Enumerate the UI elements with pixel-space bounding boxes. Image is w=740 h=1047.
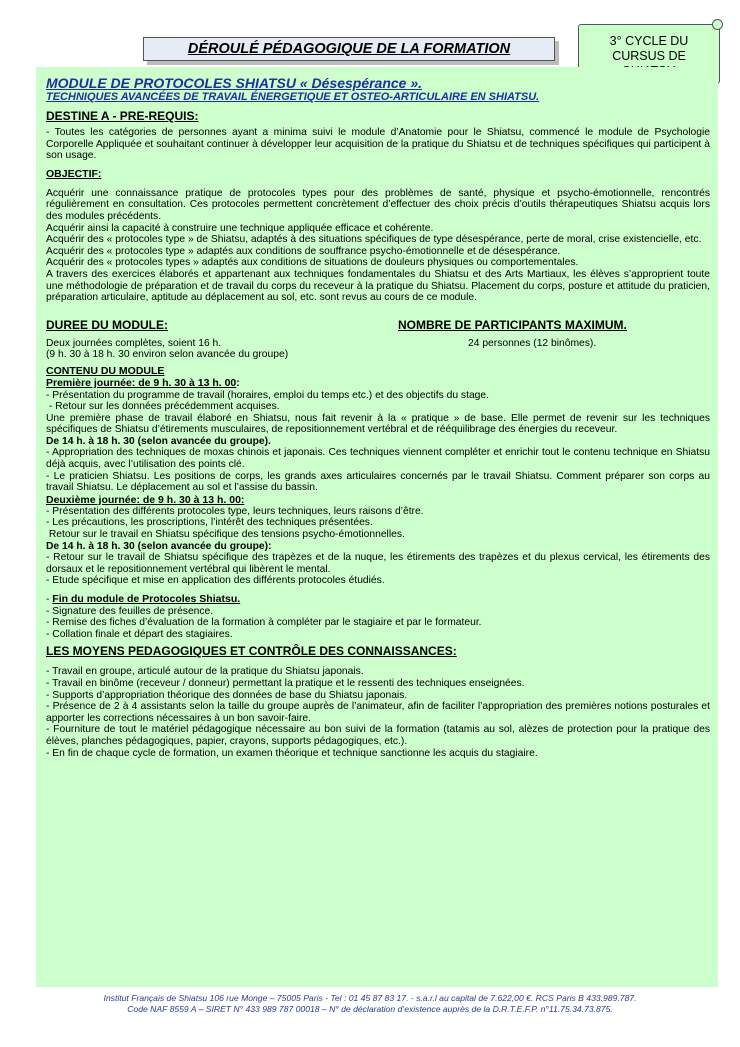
footer-line: Code NAF 8559 A – SIRET N° 433 989 787 00018 – N° de déclaration d’existence auprès de la D.R.T.E.F.P. n°11.75.34.73.875. bbox=[127, 1004, 613, 1014]
participants-value: 24 personnes (12 binômes). bbox=[468, 337, 597, 349]
module-title: MODULE DE PROTOCOLES SHIATSU « Désespérance ». bbox=[46, 75, 423, 91]
day1-afternoon-heading: De 14 h. à 18 h. 30 (selon avancée du groupe). bbox=[46, 435, 271, 447]
day2-morning-heading: Deuxième journée: de 9 h. 30 à 13 h. 00: bbox=[46, 493, 245, 506]
footer-line: Institut Français de Shiatsu 106 rue Monge – 75005 Paris - Tel : 01 45 87 83 17. - s.a.r.l au capital de 7.622,00 €. RCS Paris B 433.989.787. bbox=[103, 993, 637, 1003]
contenu-heading: CONTENU DU MODULE bbox=[46, 364, 165, 377]
duree-line: (9 h. 30 à 18 h. 30 environ selon avancée du groupe) bbox=[46, 349, 289, 361]
objectif-paragraph: Acquérir des « protocoles type » de Shiatsu, adaptés à des situations spécifiques de type désespérance, perte de moral, crise existencielle, etc. bbox=[46, 234, 702, 246]
scroll-curl-decoration bbox=[712, 19, 723, 30]
destine-heading: DESTINE A - PRE-REQUIS: bbox=[46, 109, 199, 123]
moyens-heading: LES MOYENS PEDAGOGIQUES ET CONTRÔLE DES CONNAISSANCES: bbox=[46, 644, 457, 659]
day1-morning-line: - Retour sur les données précédemment acquises. bbox=[46, 401, 280, 413]
fin-line: - Signature des feuilles de présence. bbox=[46, 605, 214, 617]
cycle-line: 3° CYCLE DU bbox=[609, 34, 689, 48]
day1-morning-line: - Présentation du programme de travail (horaires, emploi du temps etc.) et des objectifs du stage. bbox=[46, 389, 489, 401]
objectif-paragraph: Acquérir des « protocoles types » adaptés aux conditions de situations de douleurs physiques ou comportementales. bbox=[46, 257, 579, 269]
objectif-paragraph: Acquérir des « protocoles type » adaptés aux conditions de souffrance psycho-émotionnelle et de désespérance. bbox=[46, 245, 561, 257]
moyens-line: - Supports d’appropriation théorique des données de base du Shiatsu japonais. bbox=[46, 689, 408, 701]
cycle-line: CURSUS DE bbox=[612, 49, 686, 63]
duree-heading: DUREE DU MODULE: bbox=[46, 317, 168, 332]
day2-morning-line: - Présentation des différents protocoles type, leurs techniques, leurs raisons d’être. bbox=[46, 505, 424, 517]
fin-line: - Collation finale et départ des stagiaires. bbox=[46, 628, 233, 640]
moyens-line: - Fourniture de tout le matériel pédagogique nécessaire au bon suivi de la formation (tatamis au sol, alèzes de protection pour la pratique des élèves, planches pédagogiques, papier, crayons, supports pédagogiques, etc.). bbox=[46, 724, 710, 747]
objectif-paragraph: Acquérir une connaissance pratique de protocoles types pour des problèmes de santé, physique et psycho-émotionnelle, rencontrés régulièrement en consultation. Ces protocoles permettent concrètement d’effectuer des choix précis d’outils thérapeutiques Shiatsu acquis lors des modules précédents. bbox=[46, 187, 710, 222]
objectif-paragraph: Acquérir ainsi la capacité à construire une technique appliquée efficace et cohérente. bbox=[46, 222, 434, 234]
module-subtitle: TECHNIQUES AVANCÉES DE TRAVAIL ÉNERGETIQUE ET OSTEO-ARTICULAIRE EN SHIATSU. bbox=[46, 91, 540, 103]
day2-morning-line: - Les précautions, les proscriptions, l’intérêt des techniques présentées. bbox=[46, 517, 373, 529]
day2-afternoon-line: - Etude spécifique et mise en application des différents protocoles étudiés. bbox=[46, 575, 385, 587]
day1-morning-line: Une première phase de travail élaboré en Shiatsu, nous fait revenir à la « pratique » de base. Elle permet de revenir sur les techniques spécifiques de Shiatsu d’étirements musculaires, de repositionnement vertébral et de rééquilibrage des énergies du receveur. bbox=[46, 412, 710, 436]
moyens-line: - Travail en groupe, articulé autour de la pratique du Shiatsu japonais. bbox=[46, 666, 364, 678]
fin-prefix: - bbox=[46, 594, 53, 605]
day1-afternoon-line: - Le praticien Shiatsu. Les positions de corps, les grands axes articulaires concernés par le travail Shiatsu. Comment préparer son corps au travail Shiatsu. Le déplacement au sol et l’assise du bassin. bbox=[46, 470, 710, 494]
day2-afternoon-heading: De 14 h. à 18 h. 30 (selon avancée du groupe): bbox=[46, 540, 272, 552]
day1-morning-colon: : bbox=[236, 377, 240, 389]
day2-afternoon-line: - Retour sur le travail de Shiatsu spécifique des trapèzes et de la nuque, les étirements des trapèzes et du plexus cervical, les étirements des dorsaux et le repositionnement vertébral qui libèrent le mental. bbox=[46, 552, 710, 575]
duree-participants-row bbox=[46, 318, 710, 361]
objectif-heading: OBJECTIF: bbox=[46, 167, 102, 180]
day2-morning-line: Retour sur le travail en Shiatsu spécifique des tensions psycho-émotionnelles. bbox=[46, 529, 405, 541]
day1-morning-heading: Première journée: de 9 h. 30 à 13 h. 00 bbox=[46, 376, 237, 389]
moyens-line: - Présence de 2 à 4 assistants selon la taille du groupe auprès de l’animateur, afin de faciliter l’appropriation des premières notions posturales et apporter les corrections nécessaires à un bon savoir-faire. bbox=[46, 701, 710, 724]
duree-line: Deux journées complètes, soient 16 h. bbox=[46, 337, 222, 349]
fin-line: - Remise des fiches d’évaluation de la formation à compléter par le stagiaire et par le formateur. bbox=[46, 617, 482, 629]
document-content bbox=[46, 76, 710, 759]
footer bbox=[0, 993, 740, 1015]
destine-text: - Toutes les catégories de personnes ayant a minima suivi le module d’Anatomie pour le Shiatsu, commencé le module de Psychologie Corporelle Appliquée et souhaitant continuer à développer leur acquisition de la pratique du Shiatsu et de techniques spécifiques qui participent à son usage. bbox=[46, 127, 710, 162]
moyens-line: - Travail en binôme (receveur / donneur) permettant la pratique et le ressenti des techniques enseignées. bbox=[46, 677, 525, 689]
moyens-line: - En fin de chaque cycle de formation, un examen théorique et technique sanctionne les acquis du stagiaire. bbox=[46, 747, 538, 759]
document-title: DÉROULÉ PÉDAGOGIQUE DE LA FORMATION bbox=[187, 41, 511, 57]
participants-heading: NOMBRE DE PARTICIPANTS MAXIMUM. bbox=[398, 317, 627, 332]
objectif-paragraph: A travers des exercices élaborés et appartenant aux techniques fondamentales du Shiatsu et des Arts Martiaux, les élèves s’approprient toute une méthodologie de préparation et de travail du corps du receveur à la pratique du Shiatsu. Placement du corps, posture et attitude du praticien, préparation articulaire, aptitude au déplacement au sol, etc. sont revus au cours de ce module. bbox=[46, 268, 710, 304]
fin-heading: Fin du module de Protocoles Shiatsu. bbox=[52, 593, 241, 605]
document-title-box bbox=[143, 37, 555, 61]
day1-afternoon-line: - Appropriation des techniques de moxas chinois et japonais. Ces techniques viennent compléter et enrichir tout le contenu technique en Shiatsu déjà acquis, avec l’utilisation des points clé. bbox=[46, 447, 710, 471]
